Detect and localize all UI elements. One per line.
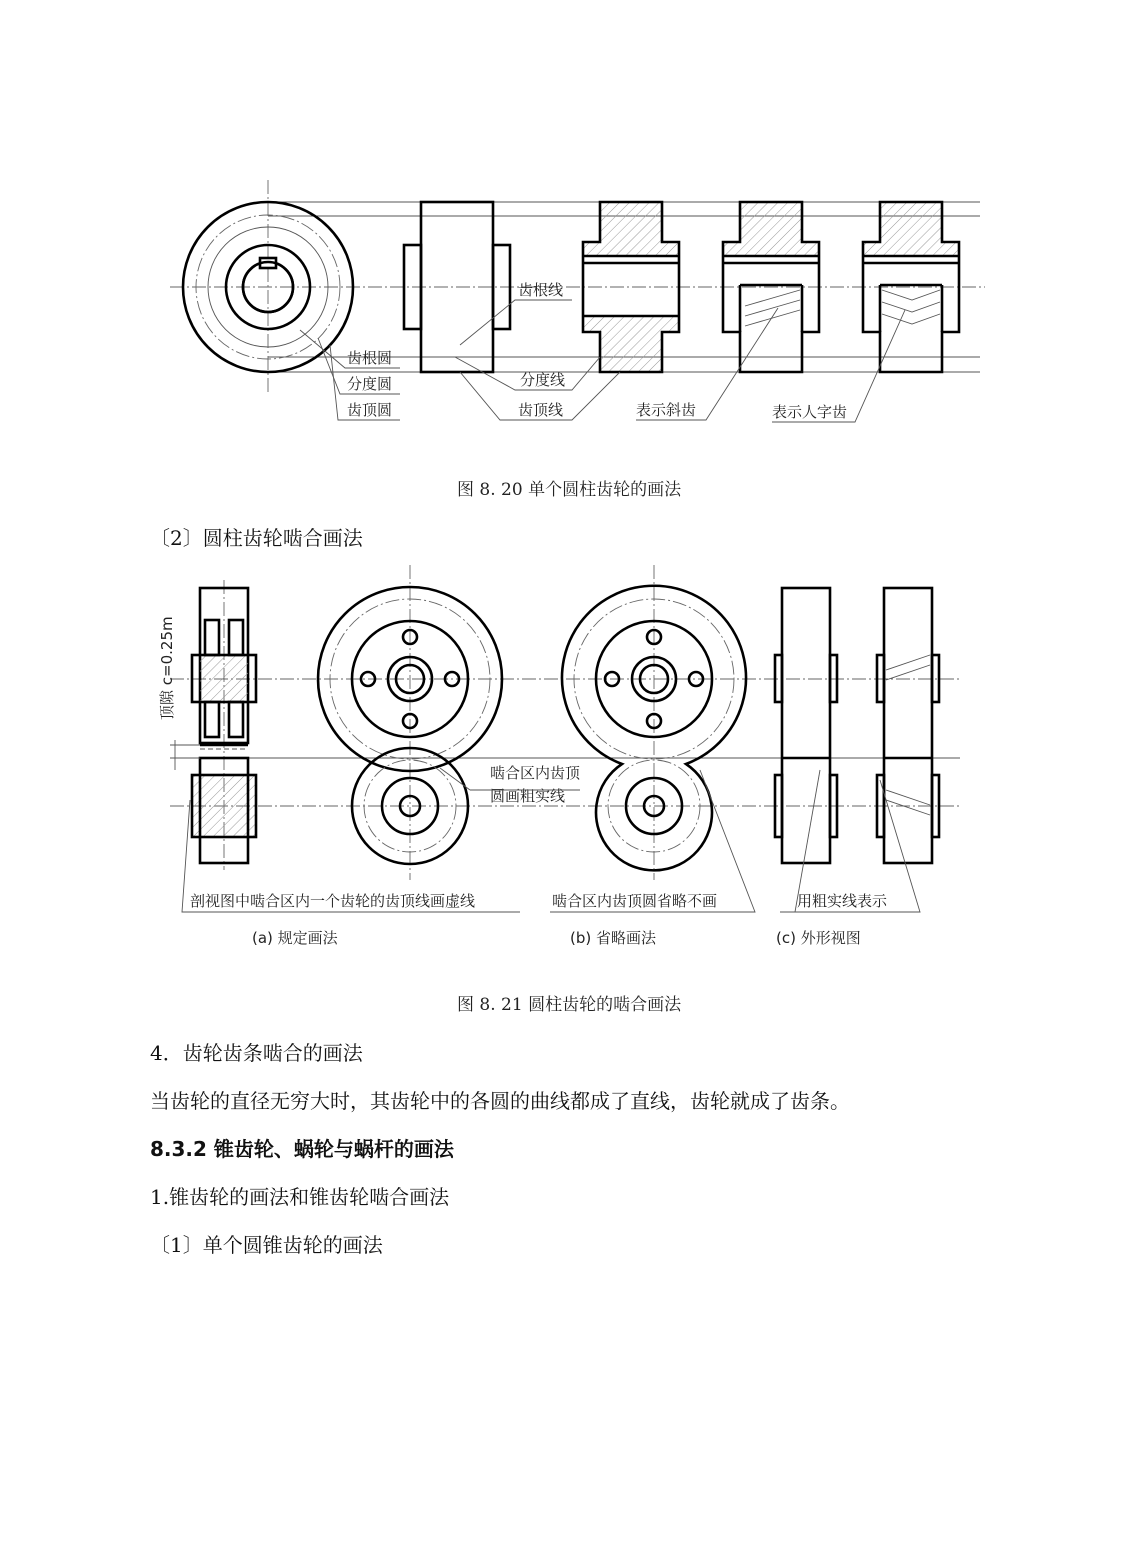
label-omit-note: 啮合区内齿顶圆省略不画 bbox=[552, 892, 718, 910]
label-tip-circle: 齿顶圆 bbox=[347, 401, 393, 419]
sub-1-heading: 〔1〕单个圆锥齿轮的画法 bbox=[150, 1233, 383, 1257]
meshing-gears-figure bbox=[158, 565, 960, 947]
label-thick-note: 用粗实线表示 bbox=[797, 892, 888, 910]
figure-caption-8-20: 图 8. 20 单个圆柱齿轮的画法 bbox=[457, 480, 682, 500]
label-mesh-tip-bold-2: 圆画粗实线 bbox=[490, 787, 566, 805]
item-4-heading: 4．齿轮齿条啮合的画法 bbox=[150, 1041, 363, 1065]
label-root-circle: 齿根圆 bbox=[347, 349, 393, 367]
mesh-outline-views bbox=[775, 588, 939, 863]
mesh-front-view-a bbox=[318, 565, 502, 880]
label-section-note: 剖视图中啮合区内一个齿轮的齿顶线画虚线 bbox=[190, 892, 476, 910]
subcaption-b: (b) 省略画法 bbox=[570, 929, 656, 947]
section-heading-2: 〔2〕圆柱齿轮啮合画法 bbox=[150, 526, 363, 550]
subcaption-a: (a) 规定画法 bbox=[252, 929, 338, 947]
label-pitch-line: 分度线 bbox=[520, 371, 566, 389]
label-pitch-circle: 分度圆 bbox=[347, 375, 393, 393]
single-gear-figure bbox=[170, 180, 985, 422]
paragraph-rack: 当齿轮的直径无穷大时，其齿轮中的各圆的曲线都成了直线，齿轮就成了齿条。 bbox=[150, 1089, 850, 1113]
subcaption-c: (c) 外形视图 bbox=[776, 929, 861, 947]
label-mesh-tip-bold-1: 啮合区内齿顶 bbox=[490, 764, 581, 782]
section-heading-8-3-2: 8.3.2 锥齿轮、蜗轮与蜗杆的画法 bbox=[150, 1137, 454, 1161]
mesh-front-view-b bbox=[562, 565, 746, 880]
label-clearance: 顶隙 c=0.25m bbox=[158, 616, 176, 720]
item-1-heading: 1.锥齿轮的画法和锥齿轮啮合画法 bbox=[150, 1185, 450, 1209]
label-herringbone: 表示人字齿 bbox=[772, 403, 848, 421]
label-tip-line: 齿顶线 bbox=[518, 401, 564, 419]
label-helical: 表示斜齿 bbox=[636, 401, 697, 419]
label-root-line: 齿根线 bbox=[518, 281, 564, 299]
mesh-section-view bbox=[158, 580, 256, 870]
figure-caption-8-21: 图 8. 21 圆柱齿轮的啮合画法 bbox=[457, 995, 682, 1015]
